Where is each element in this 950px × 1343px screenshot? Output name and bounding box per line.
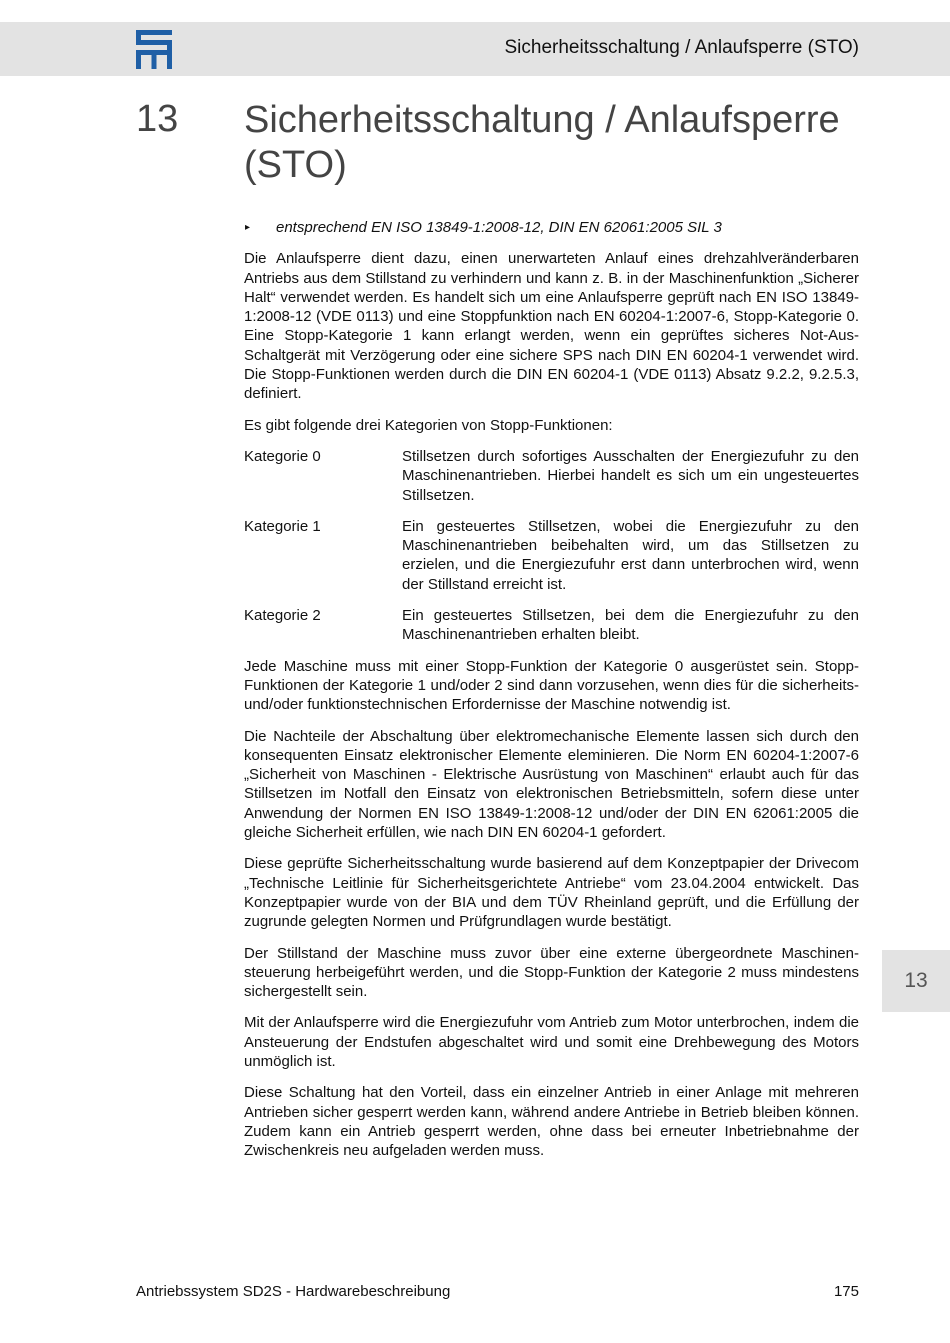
body-paragraph: Mit der Anlaufsperre wird die Energiezufuhr vom Antrieb zum Motor unterbrochen, indem die Ansteuerung der Endstufen abgeschaltet wird und somit eine Drehbewegung des Motors unmöglich ist. xyxy=(244,1014,859,1070)
standard-reference-text: entsprechend EN ISO 13849-1:2008-12, DIN EN 62061:2005 SIL 3 xyxy=(276,219,722,236)
category-description: Ein gesteuertes Stillsetzen, wobei die Energiezufuhr zu den Maschinenantrieben beibehalten wird, um das Stillsetzen zu erzielen, und die Energiezufuhr erst dann unterbrochen wird, wenn der Stillstand erreicht ist. xyxy=(402,517,859,593)
chapter-side-tab: 13 xyxy=(882,950,950,1012)
category-description: Stillsetzen durch sofortiges Ausschalten der Energiezufuhr zu den Maschinenantrieben. Hierbei handelt es sich um ein ungesteuertes Stillsetzen. xyxy=(402,447,859,504)
main-content xyxy=(244,218,859,1172)
category-row xyxy=(244,606,859,645)
footer-page-number: 175 xyxy=(833,1283,859,1300)
body-paragraph: Der Stillstand der Maschine muss zuvor über eine externe übergeordnete Maschinensteuerung herbeigeführt werden, und die Stopp-Funktion der Kategorie 2 muss mindestens sichergestellt sein. xyxy=(244,944,859,1001)
category-row xyxy=(244,447,859,505)
standard-reference xyxy=(244,218,859,237)
category-description: Ein gesteuertes Stillsetzen, bei dem die Energiezufuhr zu den Maschinenantrieben erhalten bleibt. xyxy=(402,607,859,644)
footer-document-title: Antriebssystem SD2S - Hardwarebeschreibung xyxy=(136,1283,451,1300)
chapter-number: 13 xyxy=(136,98,179,140)
category-label: Kategorie 0 xyxy=(244,447,321,465)
chapter-title: Sicherheitsschaltung / Anlaufsperre (STO) xyxy=(244,99,840,186)
running-header-title: Sicherheitsschaltung / Anlaufsperre (STO) xyxy=(504,37,859,58)
body-paragraph: Die Nachteile der Abschaltung über elektromechanische Elemente lassen sich durch den konsequenten Einsatz elektronischer Elemente eleminieren. Die Norm EN 60204-1:2007-6 „Sicherheit von Maschinen - Elektrische Ausrüstung von Maschinen“ erlaubt auch für das Stillsetzen im Notfall den Einsatz von elektronischen Betriebsmitteln, sofern diese unter Anwendung der Normen EN ISO 13849-1:2008-12 und/oder der DIN EN 62061:2005 die gleiche Sicherheit erfüllen, wie nach DIN EN 60204-1 gefordert. xyxy=(244,727,859,842)
categories-intro-paragraph: Es gibt folgende drei Kategorien von Stopp-Funktionen: xyxy=(244,416,613,434)
bullet-arrow-icon: ▸ xyxy=(245,222,251,233)
category-label: Kategorie 1 xyxy=(244,517,321,535)
category-row xyxy=(244,517,859,594)
body-paragraph: Diese Schaltung hat den Vorteil, dass ein einzelner Antrieb in einer Anlage mit mehreren Antrieben sicher gesperrt werden kann, während andere Antriebe in Betrieb bleiben können. Zudem kann ein Antrieb gesperrt werden, ohne dass bei erneuter Inbetriebnahme der Zwischenkreis neu aufgeladen werden muss. xyxy=(244,1084,859,1160)
body-paragraph: Jede Maschine muss mit einer Stopp-Funktion der Kategorie 0 ausgerüstet sein. Stopp-Funktionen der Kategorie 1 und/oder 2 sind dann vorzusehen, wenn dies für die sicherheits- und/oder funktionstechnischen Erfordernisse der Maschine notwendig ist. xyxy=(244,657,859,714)
body-paragraph: Diese geprüfte Sicherheitsschaltung wurde basierend auf dem Konzeptpapier der Drivecom „Technische Leitlinie für Sicherheitsgerichtete Antriebe“ vom 23.04.2004 entwickelt. Das Konzeptpapier wurde von der BIA und dem TÜV Rheinland geprüft, und die Erfüllung der zugrunde gelegten Normen und Prüfgrundlagen wurde bestätigt. xyxy=(244,855,859,931)
company-logo-icon xyxy=(136,30,172,69)
intro-paragraph: Die Anlaufsperre dient dazu, einen unerwarteten Anlauf eines drehzahlveränderbaren Antriebs aus dem Stillstand zu verhindern und kann z. B. in der Maschinenfunktion „Sicherer Halt“ verwendet werden. Es handelt sich um eine Anlaufsperre geprüft nach EN ISO 13849-1:2008-12 (VDE 0113) und eine Stoppfunktion nach EN 60204-1:2007-6, Stopp-Kategorie 0. Eine Stopp-Kategorie 1 kann erlangt werden, wenn ein geprüftes sicheres Not-Aus-Schaltgerät mit Verzögerung oder eine sichere SPS nach DIN EN 60204-1 verwendet wird. Die Stopp-Funktionen werden durch die DIN EN 60204-1 (VDE 0113) Absatz 9.2.2, 9.2.5.3, definiert. xyxy=(244,250,859,403)
category-label: Kategorie 2 xyxy=(244,607,321,625)
